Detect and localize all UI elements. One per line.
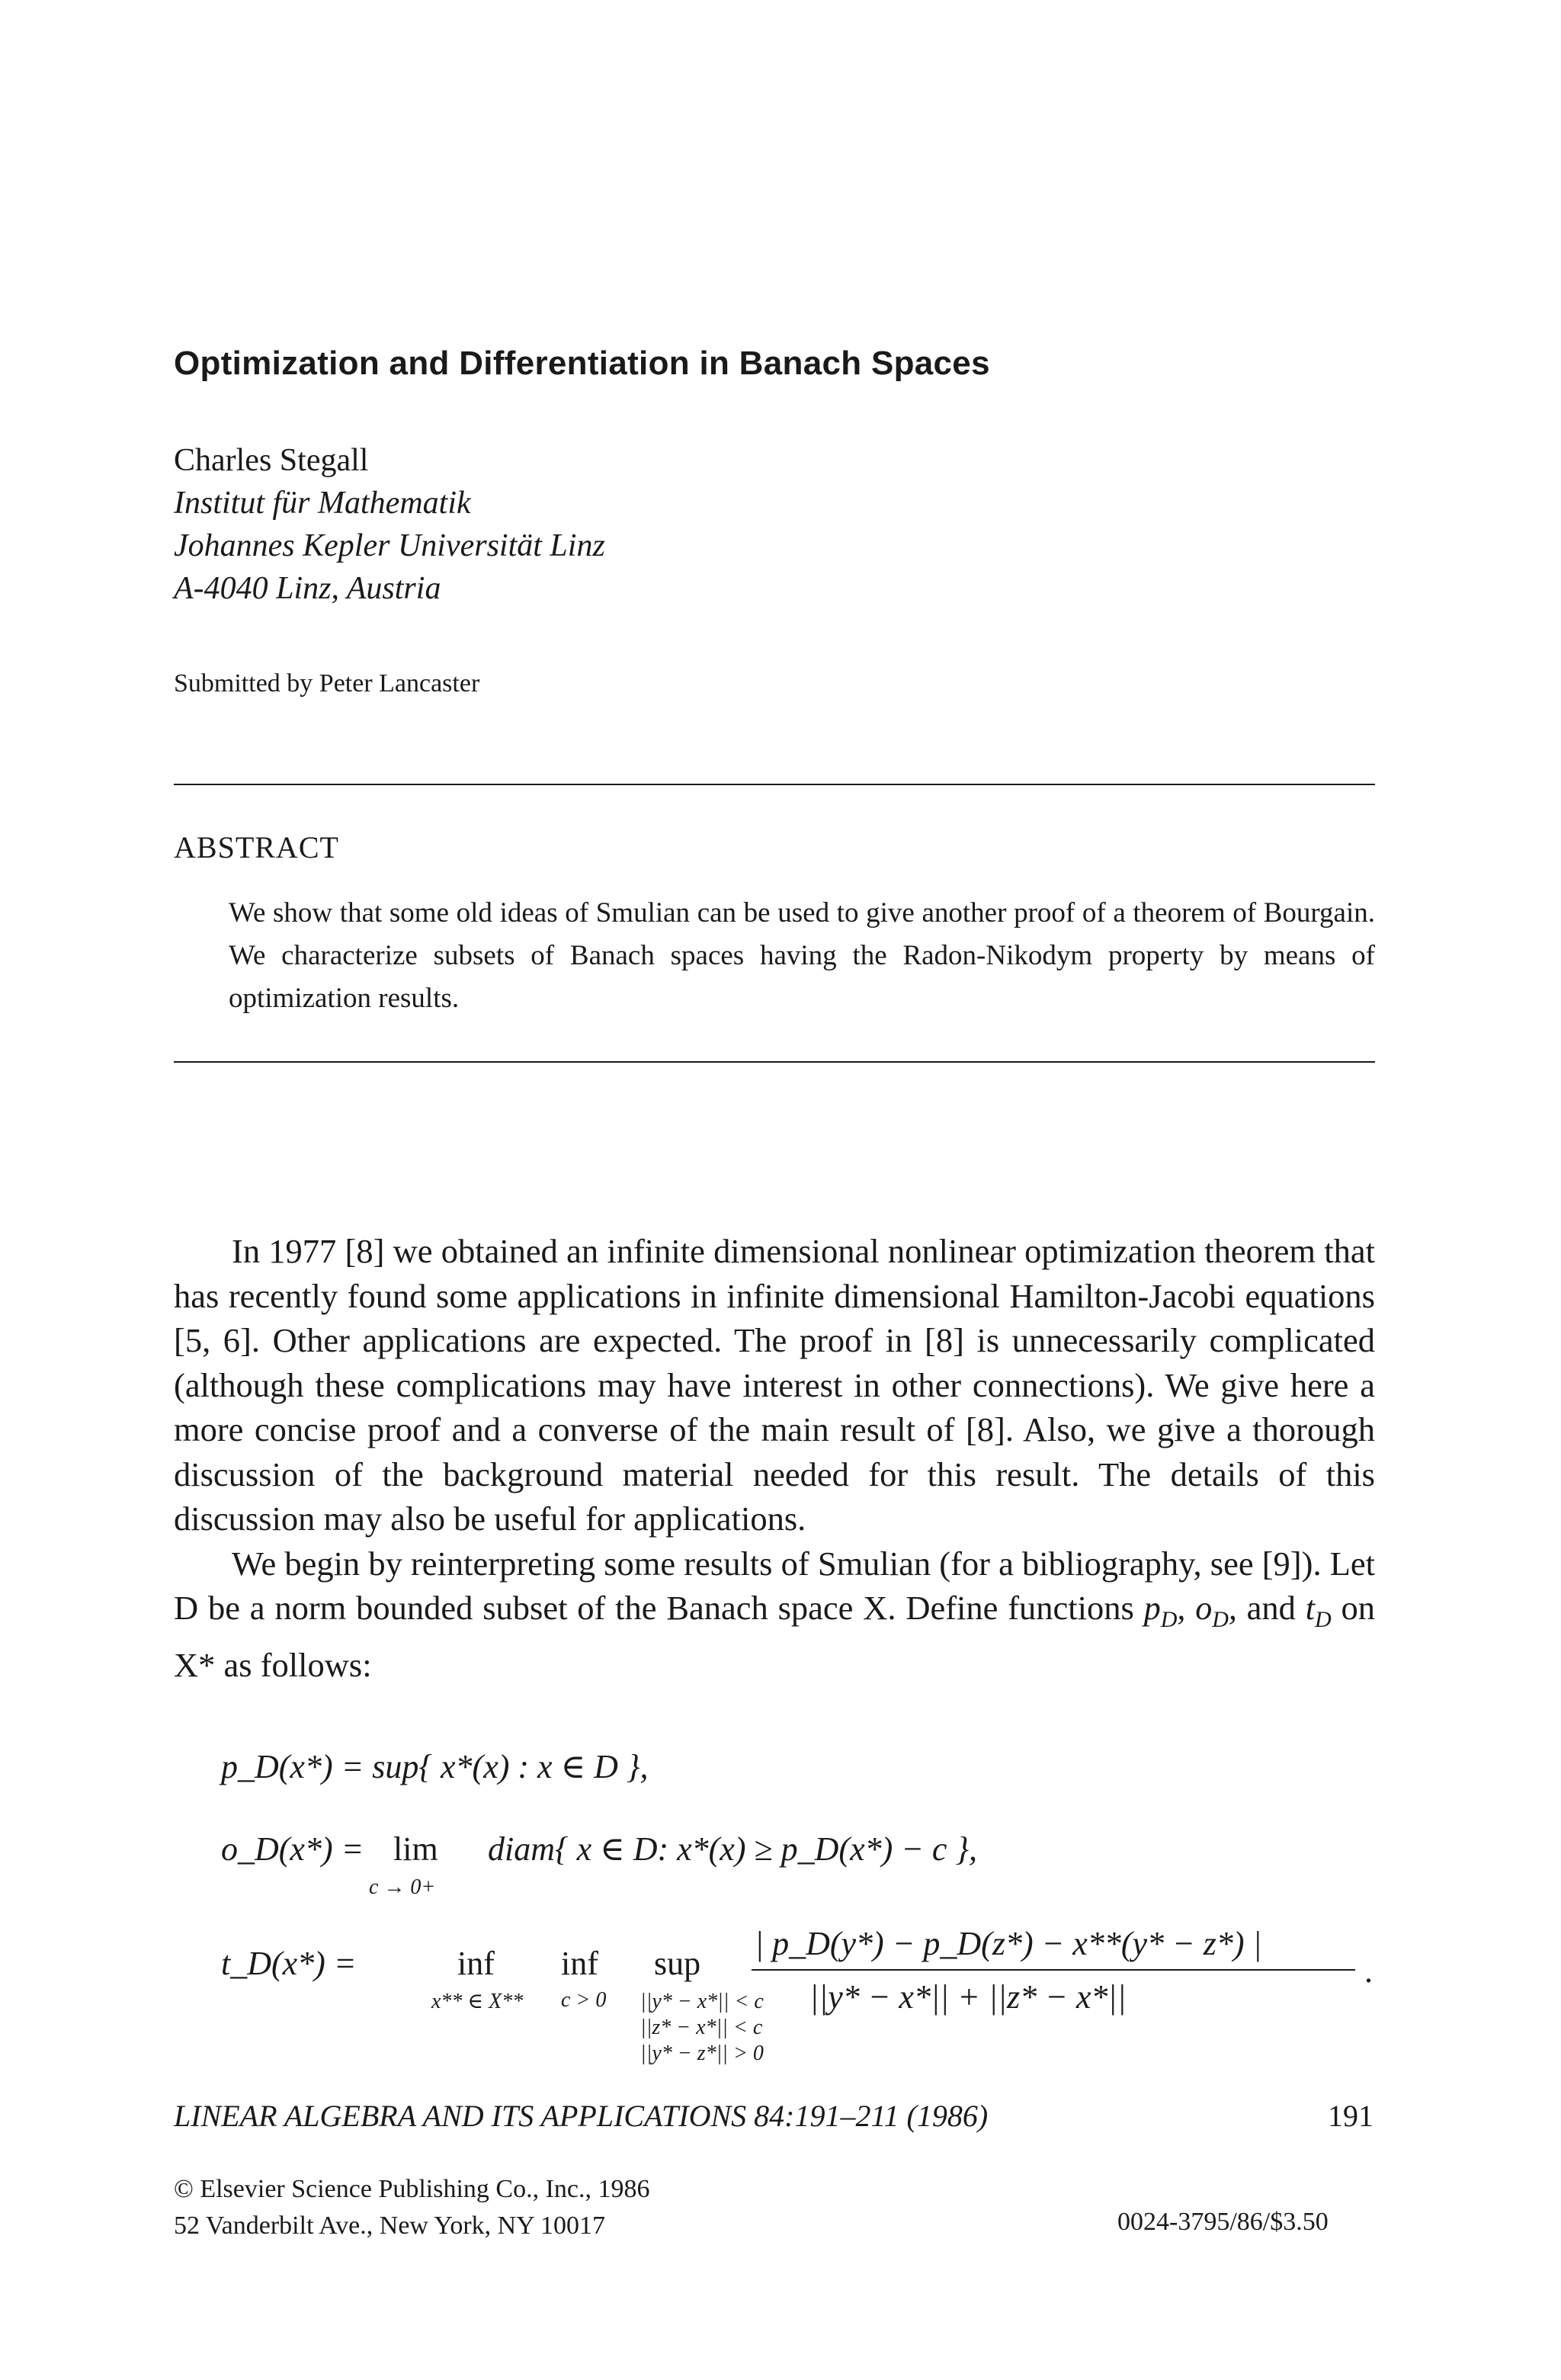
paragraph-1: In 1977 [8] we obtained an infinite dimensional nonlinear optimization theorem that has recently found some applications in infinite dimensional Hamilton-Jacobi equations [5, 6]. Other applications are expected. The proof in [8] is unnecessarily complicated (although these complications may have interest in other connections). We give here a more concise proof and a converse of the main result of [8]. Also, we give a thorough discussion of the background material needed for this result. The details of this discussion may also be useful for applications. bbox=[174, 1232, 1375, 1538]
submitted-by: Submitted by Peter Lancaster bbox=[174, 669, 480, 698]
divider-top bbox=[174, 784, 1375, 785]
equation-3-sup-subscript-3: ||y* − z*|| > 0 bbox=[640, 2042, 764, 2065]
affiliation-line-2: Johannes Kepler Universität Linz bbox=[174, 528, 605, 563]
affiliation-line-1: Institut für Mathematik bbox=[174, 486, 471, 521]
abstract-heading: ABSTRACT bbox=[174, 830, 339, 864]
equation-3-denominator: ||y* − x*|| + ||z* − x*|| bbox=[809, 1978, 1127, 2016]
paragraph-2-end: on X* as follows: bbox=[174, 1589, 1375, 1684]
equation-2-lim: lim bbox=[393, 1830, 438, 1868]
address-line: 52 Vanderbilt Ave., New York, NY 10017 bbox=[174, 2212, 606, 2240]
paragraph-2-start: We begin by reinterpreting some results of Smulian (for a bibliography, see [9]). Let D be a norm bounded subset of the Banach space X. Define functions bbox=[174, 1544, 1375, 1627]
affiliation-line-3: A-4040 Linz, Austria bbox=[174, 571, 441, 606]
equation-3-lhs: t_D(x*) = bbox=[221, 1945, 357, 1982]
equation-3-period: . bbox=[1364, 1952, 1373, 1990]
equation-3-inf-1: inf bbox=[457, 1945, 495, 1982]
equation-3-inf-2-subscript: c > 0 bbox=[561, 1988, 607, 2012]
equation-2-lhs: o_D(x*) = bbox=[221, 1830, 364, 1868]
paper-title: Optimization and Differentiation in Banach Spaces bbox=[174, 345, 990, 382]
equation-2-rhs: diam{ x ∈ D: x*(x) ≥ p_D(x*) − c }, bbox=[488, 1830, 978, 1868]
equation-1: p_D(x*) = sup{ x*(x) : x ∈ D }, bbox=[221, 1748, 649, 1785]
inline-symbol-o: $o_D$, bbox=[1195, 1589, 1237, 1632]
page-number: 191 bbox=[1328, 2099, 1373, 2133]
abstract-text: We show that some old ideas of Smulian can be used to give another proof of a theorem of Bourgain. We characterize subsets of Banach spaces having the Radon-Nikodym property by means of optimization results. bbox=[229, 897, 1375, 1014]
divider-bottom bbox=[174, 1061, 1375, 1063]
equation-3-inf-1-subscript: x** ∈ X** bbox=[431, 1990, 524, 2013]
author-block bbox=[174, 439, 605, 610]
equation-3-numerator: | p_D(y*) − p_D(z*) − x**(y* − z*) | bbox=[755, 1925, 1262, 1962]
equation-3-fraction-bar bbox=[752, 1969, 1355, 1971]
author-name: Charles Stegall bbox=[174, 443, 369, 478]
paragraph-2: We begin by reinterpreting some results of Smulian (for a bibliography, see [9]). Let D be a norm bounded subset of the Banach space X. Define functions $p_D$, $o_D$, and $t_D$ on X* as follows: bbox=[174, 1544, 1375, 1684]
journal-citation: LINEAR ALGEBRA AND ITS APPLICATIONS 84:191–211 (1986) bbox=[174, 2099, 989, 2133]
equation-2-lim-subscript: c → 0+ bbox=[369, 1875, 436, 1899]
equation-3-inf-2: inf bbox=[561, 1945, 598, 1982]
equation-3-sup-subscript-1: ||y* − x*|| < c bbox=[640, 1990, 764, 2013]
inline-symbol-p: $p_D$, bbox=[1143, 1589, 1186, 1632]
equation-3-sup-subscript-2: ||z* − x*|| < c bbox=[640, 2016, 763, 2039]
body-text bbox=[174, 1229, 1375, 1687]
publisher-info bbox=[174, 2171, 650, 2244]
equation-3-sup: sup bbox=[654, 1945, 701, 1982]
inline-symbol-t: $t_D$ bbox=[1305, 1589, 1332, 1632]
copyright-line: © Elsevier Science Publishing Co., Inc., 1986 bbox=[174, 2175, 650, 2203]
article-code: 0024-3795/86/$3.50 bbox=[1117, 2208, 1329, 2236]
